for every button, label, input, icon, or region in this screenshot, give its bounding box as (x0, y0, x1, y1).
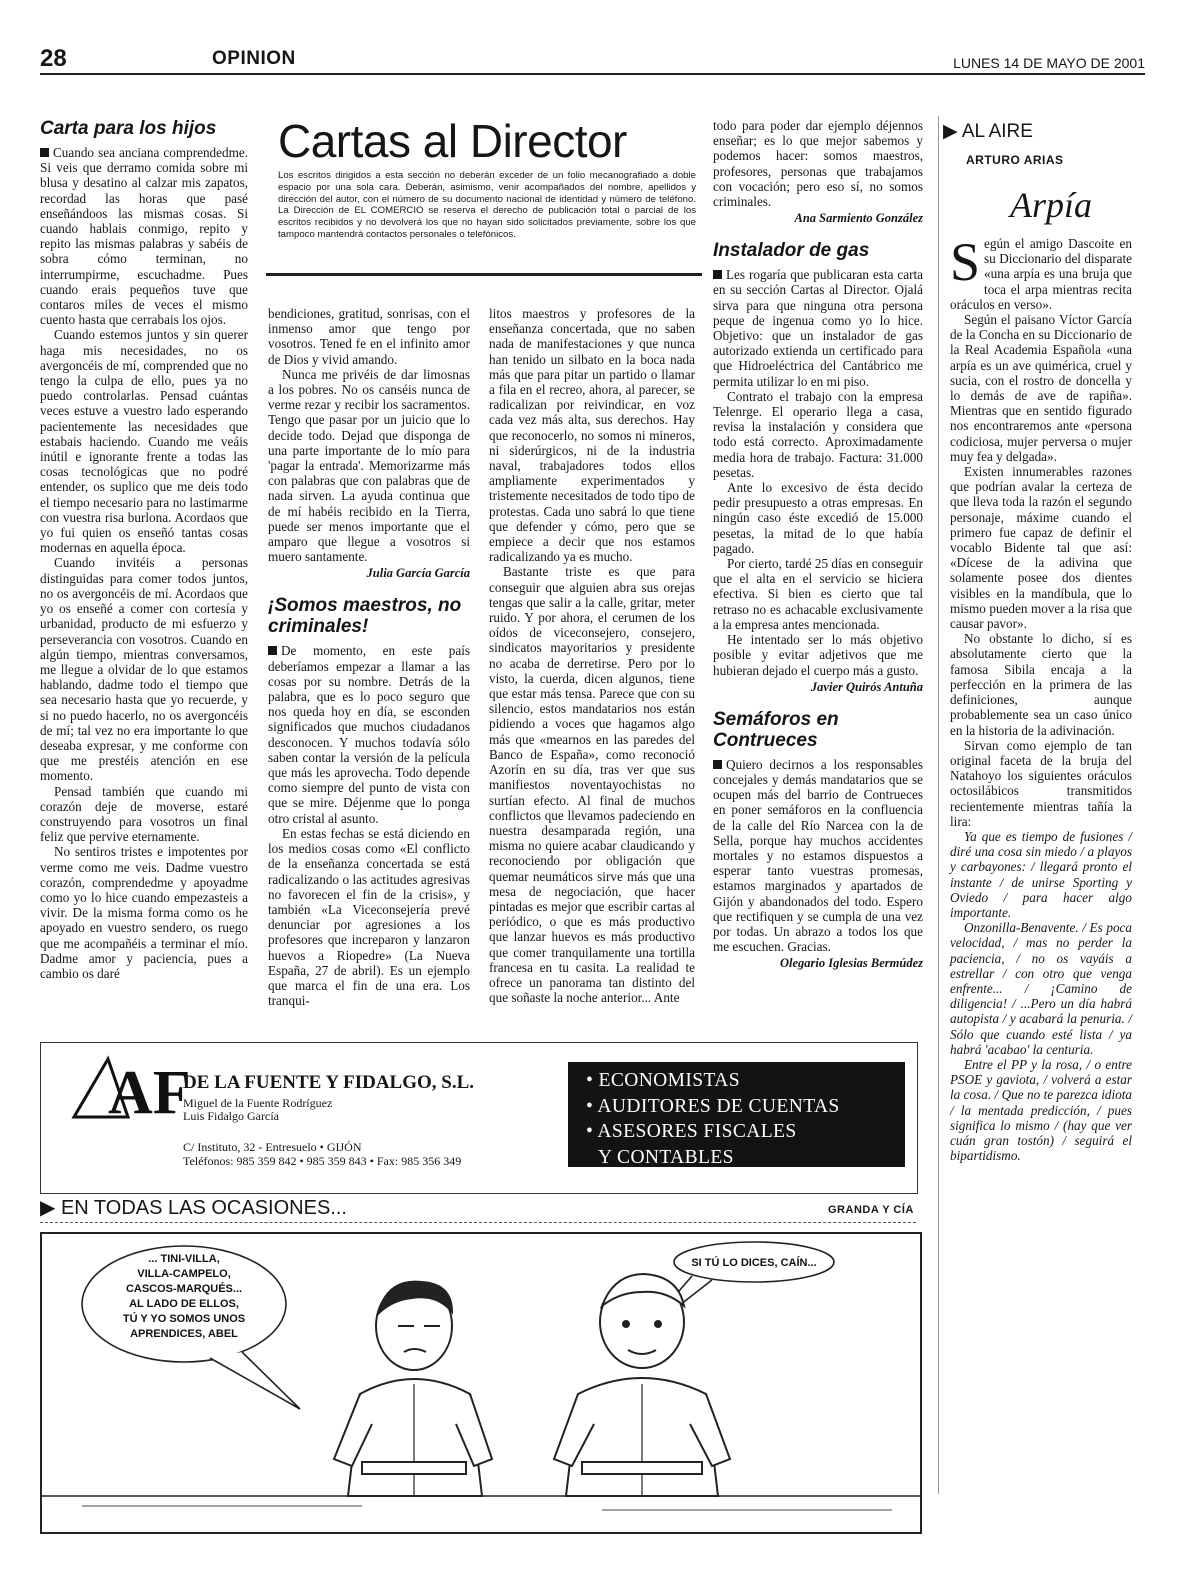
company-owners (183, 1097, 332, 1123)
continuation-paragraph: Nunca me privéis de dar limosnas a los pobres. No os canséis nunca de verme rezar y recibir los sacramentos. Tengo que pasar por un juicio que lo decide todo. Dejad que disponga de una parte importante de lo mío para 'pagar la entrada'. Memorizarme más con palabras que con palabras que de nada sirven. La ayuda continua que de mí habéis recibido en la Tierra, puede ser menos importante que el amparo que llegue a vosotros si muero santamente. (268, 366, 470, 565)
al-aire-paragraph: Según el amigo Dascoite en su Diccionario del disparate «una arpía es una bruja que toca el arpa mientras recita oráculos en verso». (950, 232, 1132, 312)
al-aire-verse: Onzonilla-Benavente. / Es poca velocidad, / mas no perder la paciencia, / no os vayáis a estrellar / con otro que venga enfrente... / ¡Camino de diligencia! / ...Pero un día habrá autopista / y acabará la penuria. / Sólo que cuando esté lista / ya habrá 'acabao' la centuria. (950, 920, 1132, 1057)
semaforos-paragraph: Quiero decirnos a los responsables concejales y demás mandatarios que se ocupen más del barrio de Contrueces en poner semáforos en la confluencia de la calle del Río Narcea con la de Sella, porque hay muchos accidentes mortales y no estamos dispuestos a esperar tanto vuestras promesas, estamos marginados y apartados de Gijón y abandonados del todo. Espero que rectifiquen y se cumpla de una vez por todas. Un abrazo a todos los que me escuchen. Gracias. (713, 756, 923, 955)
al-aire-paragraph: No obstante lo dicho, sí es absolutamente cierto que la famosa Sibila encaja a la perfección en la primera de las definiciones, aunque probablemente sea un caso único en la historia de la adivinación. (950, 631, 1132, 738)
owner-name: Luis Fidalgo García (183, 1109, 279, 1123)
company-address: C/ Instituto, 32 - Entresuelo • GIJÓN (183, 1140, 362, 1154)
submission-notice: Los escritos dirigidos a esta sección no deberán exceder de un folio mecanografiado a doble espacio por una sola cara. Deberán, asimismo, venir acompañados del nombre, apellidos y dirección del autor, con el número de su documento nacional de identidad y número de teléfono. La Dirección de EL COMERCIO se reserva el derecho de publicación total o parcial de los escritos recibidos y no devolverá los que no hayan sido solicitados previamente, sobre los que tampoco mantendrá contactos personales o telefónicos. (278, 170, 696, 240)
left-letter-paragraph: Cuando estemos juntos y sin querer haga mis necesidades, no os avergoncéis de mí, comprended que no tengo la culpa de ello, pues ya no puedo controlarlas. Pensad cuántas veces estuve a vuestro lado esperando pacientemente las necesidades que estabais haciendo. Cuando me veáis inútil e ignorante frente a todas las cosas tecnológicas que no podré entender, os suplico que me deis todo el tiempo necesario para no lastimarme con vuestra risa burlona. Acordaos que yo fui quien os enseñó tantas cosas modernas en aquella época. (40, 327, 248, 556)
company-logo (70, 1055, 191, 1127)
comic-frame (40, 1232, 922, 1534)
services-list (568, 1062, 905, 1170)
cartoon-character-cain (554, 1274, 730, 1496)
column-2 (268, 306, 470, 1030)
left-letter-paragraph: Cuando sea anciana comprendedme. Si veis que derramo comida sobre mi blusa y desatino al calzar mis zapatos, recordad las horas que pasé enseñándoos las mismas cosas. Si cuando hablais conmigo, repito y repito las mismas palabras y sabéis de sobra cómo terminan, no interrumpirme, escuchadme. Pues cuando erais pequeños tuve que contaros miles de veces el mismo cuento hasta que cerrabais los ojos. (40, 145, 248, 328)
al-aire-title: Arpía (1010, 185, 1093, 225)
logo-letters: AF (108, 1059, 191, 1127)
al-aire-paragraph: Sirvan como ejemplo de tan original faceta de la bruja del Natahoyo los siguientes oráculos octosilábicos transmitidos recientemente mientras tañía la lira: (950, 737, 1132, 829)
al-aire-body (950, 232, 1132, 1486)
al-aire-paragraph: Según el paisano Víctor García de la Concha en su Diccionario de la Real Academia Española «una arpía es un ave quimérica, cruel y sucia, con el rostro de doncella y lo demás de ave de rapiña». Mientras que en sentido figurado nos encontraremos ante «persona codiciosa, mujer perversa o mujer muy fea y delgada». (950, 312, 1132, 464)
bubble-left-line: CASCOS-MARQUÉS... (125, 1283, 243, 1295)
bubble-left-line: APRENDICES, ABEL (130, 1328, 238, 1340)
header-rule (40, 73, 1145, 75)
bubble-left-line: VILLA-CAMPELO, (137, 1268, 231, 1280)
al-aire-tag: ▶ AL AIRE (943, 121, 1033, 142)
letter-title-semaforos: Semáforos en Contrueces (713, 708, 839, 751)
signature: Julia García García (366, 566, 470, 581)
letter-title-maestros: ¡Somos maestros, no criminales! (268, 595, 462, 638)
gas-paragraph: Por cierto, tardé 25 días en conseguir que el alta en el servicio se hiciera efectiva. Si bien es cierto que tal retraso no es achacable exclusivamente a la empresa antes mencionada. (713, 556, 923, 632)
drop-cap: S (950, 232, 981, 292)
maestros-continuation: litos maestros y profesores de la enseñanza concertada, que no saben nada de manifestaciones y que nunca han tenido un silbato en la boca nada más que para pitar un partido o llamar a fila en el recreo, ahora, al parecer, se radicalizan por reivindicar, en voz cada vez más alta, sus derechos. Hay que reconocerlo, no somos ni mineros, ni siderúrgicos, ni de la industria naval, trabajadores todos ellos ampliamente experimentados y tristemente necesitados de todo tipo de protestas. Cada uno sabrá lo que tiene que defender y cómo, pero que se empiece a decir que nos estamos radicalizando ya es mucho. (489, 306, 695, 565)
issue-date: LUNES 14 DE MAYO DE 2001 (953, 55, 1145, 71)
maestros-paragraph: De momento, en este país deberíamos empezar a llamar a las cosas por su nombre. Detrás de la palabra, que es lo poco seguro que nos queda hoy en día, se esconden significados que muchos ciudadanos desconocen. Y muchos todavía sólo saben contar la versión de la película que más les aprovecha. Todo depende como siempre del punto de vista con que se mire. Déjenme que lo ponga otro cristal al asunto. (268, 643, 470, 826)
play-marker-icon: ▶ (40, 1197, 61, 1219)
signature: Javier Quirós Antuña (810, 679, 923, 694)
maestros-continuation: Bastante triste es que para conseguir que alguien abra sus orejas tengas que salir a la calle, gritar, meter ruido. Y por ahora, el cerumen de los oídos de viceconsejero, consejero, sindicatos mayoritarios y presidente no acaba de derretirse. Pero por lo visto, la cuerda, dicen algunos, tiene que estar más tensa. Parece que con su silencio, estos mandatarios nos están pidiendo a voces que hagamos algo más que «mearnos en las paredes del Banco de España», como reconoció Azorín en su día, tras ver que sus manifiestos noventayochistas no surtían efecto. Al final de muchos conflictos que llevamos padeciendo en nuestra desamparada región, una misma no quiere acabar claudicando y reconociendo por obligación que quemar neumáticos sirve más que una mesa de negociación, que hacer pintadas es mejor que escribir cartas al periódico, o que es más productivo que lanzar huevos es más productivo que comer tranquilamente una tortilla francesa en tu casita. La realidad te ofrece un panorama tan distinto del que soñaste la noche anterior... Ante (489, 564, 695, 1006)
gas-paragraph: Les rogaría que publicaran esta carta en su sección Cartas al Director. Ojalá sirva para que ninguna otra persona peque de ingenua como yo lo hice. Objetivo: que un instalador de gas autorizado extienda un certificado para que Hidroeléctrica del Cantábrico me permita utilizar lo en mi piso. (713, 267, 923, 389)
al-aire-verse: Ya que es tiempo de fusiones / diré una cosa sin miedo / a playos y carbayones: / llegará pronto el instante / de unirse Sporting y Oviedo / para hacer algo importante. (950, 828, 1132, 920)
service-item: • AUDITORES DE CUENTAS (586, 1095, 840, 1117)
page-number: 28 (40, 45, 67, 72)
bubble-left-line: AL LADO DE ELLOS, (129, 1298, 239, 1310)
service-item: Y CONTABLES (598, 1146, 734, 1168)
service-item: • ASESORES FISCALES (586, 1121, 797, 1142)
al-aire-paragraph: Existen innumerables razones que podrían avalar la certeza de que lleva toda la razón el segundo personaje, máxime cuando el primero fue capaz de definir el vocablo Bidente tal que así: «Dícese de la adivina que solamente posee dos dientes visibles en la mandíbula, que lo mismo pueden mover a la risa que causar pavor». (950, 464, 1132, 632)
letter-title-gas: Instalador de gas (713, 240, 870, 262)
comic-credit: GRANDA Y CÍA (828, 1204, 914, 1216)
bullet-square-icon (40, 148, 49, 157)
services-panel (568, 1062, 905, 1167)
bubble-left-line: ... TINI-VILLA, (148, 1253, 220, 1265)
cartas-al-director-title: Cartas al Director (278, 115, 627, 167)
owner-name: Miguel de la Fuente Rodríguez (183, 1096, 333, 1110)
left-letter-column (40, 118, 248, 1030)
bullet-square-icon (713, 270, 722, 279)
al-aire-author: ARTURO ARIAS (966, 153, 1064, 167)
left-letter-title: Carta para los hijos (40, 118, 217, 139)
gas-paragraph: Ante lo excesivo de ésta decido pedir presupuesto a otras empresas. En ningún caso éste excedió de 15.000 pesetas, la mitad de lo que había pagado. (713, 480, 923, 556)
company-name: DE LA FUENTE Y FIDALGO, S.L. (183, 1072, 475, 1093)
play-marker-icon: ▶ (943, 121, 962, 142)
company-phones: Teléfonos: 985 359 842 • 985 359 843 • Fax: 985 356 349 (183, 1154, 462, 1168)
speech-bubble-left (82, 1246, 300, 1409)
bubble-right-text: SI TÚ LO DICES, CAÍN... (691, 1257, 817, 1269)
column-4 (713, 118, 923, 1030)
maestros-paragraph: En estas fechas se está diciendo en los medios cosas como «El conflicto de la enseñanza concertada se está radicalizando o las actitudes agresivas no favorecen el fin de la crisis», y también «La Viceconsejería prevé denunciar por agresiones a los profesores que increparon y lanzaron huevos a Riopedre» (La Nueva España, 27 de abril). Es un ejemplo que marca el fin de una era. Los tranqui- (268, 825, 470, 1009)
comic-illustration (42, 1234, 920, 1532)
cartoon-character-abel (334, 1282, 492, 1496)
bubble-left-line: TÚ Y YO SOMOS UNOS (122, 1313, 246, 1325)
company-contact (183, 1140, 461, 1168)
section-title: OPINION (212, 48, 296, 69)
left-letter-paragraph: Cuando invitéis a personas distinguidas para comer todos juntos, no os avergoncéis de mí. Acordaos que yo os enseñé a comer con cortesía y urbanidad, producto de mi esfuerzo y perseverancia con vosotros. Cuando en algún tiempo, mientras conversamos, me llegue a olvidar de lo que estamos hablando, dadme todo el tiempo que sea necesario hasta que yo recuerde, y si no puedo hacerlo, no os avergoncéis de mí; tal vez no era importante lo que deseaba expresar, y me conforme con que me prestéis atención en ese momento. (40, 555, 248, 784)
signature: Olegario Iglesias Bermúdez (779, 956, 923, 971)
left-letter-paragraph: Pensad también que cuando mi corazón deje de moverse, estaré construyendo para vosotros un final feliz que pervive eternamente. (40, 783, 248, 845)
service-item: • ECONOMISTAS (586, 1070, 741, 1091)
left-letter-paragraph: No sentiros tristes e impotentes por verme como me veis. Dadme vuestro corazón, comprendedme y apoyadme como yo lo hice cuando empezasteis a vivir. De la misma forma como os he apoyado en vuestro sendero, os ruego que me acompañéis a terminar el mío. Dadme amor y paciencia, pues a cambio os daré (40, 844, 248, 981)
bullet-square-icon (268, 646, 277, 655)
comic-rule (40, 1222, 916, 1223)
lead-paragraph: todo para poder dar ejemplo déjennos enseñar; es lo que mejor sabemos y podemos hacer: somos maestros, profesores, personas que trabajamos con vocación; pero eso sí, no somos criminales. (713, 118, 923, 210)
al-aire-verse: Entre el PP y la rosa, / o entre PSOE y gaviota, / volverá a estar la cosa. / Que no te parezca idiota / la mentada predicción, / pues significa lo mismo / (hay que ver cuán gran tostón) / seguirá el bipartidismo. (950, 1056, 1132, 1164)
bullet-square-icon (713, 760, 722, 769)
signature: Ana Sarmiento González (794, 211, 923, 226)
gas-paragraph: Contrato el trabajo con la empresa Telenrge. El operario llega a casa, revisa la instalación y considera que todo está correcto. Aproximadamente media hora de trabajo. Factura: 31.000 pesetas. (713, 388, 923, 480)
notice-rule (266, 273, 702, 276)
comic-header: ▶ EN TODAS LAS OCASIONES... (40, 1197, 347, 1219)
gas-paragraph: He intentado ser lo más objetivo posible y evitar adjetivos que me hubieran dejado el cuerpo más a gusto. (713, 632, 923, 678)
continuation-paragraph: bendiciones, gratitud, sonrisas, con el inmenso amor que tengo por vosotros. Tened fe en el infinito amor de Dios y vivid amando. (268, 306, 470, 367)
column-3 (489, 306, 695, 1030)
